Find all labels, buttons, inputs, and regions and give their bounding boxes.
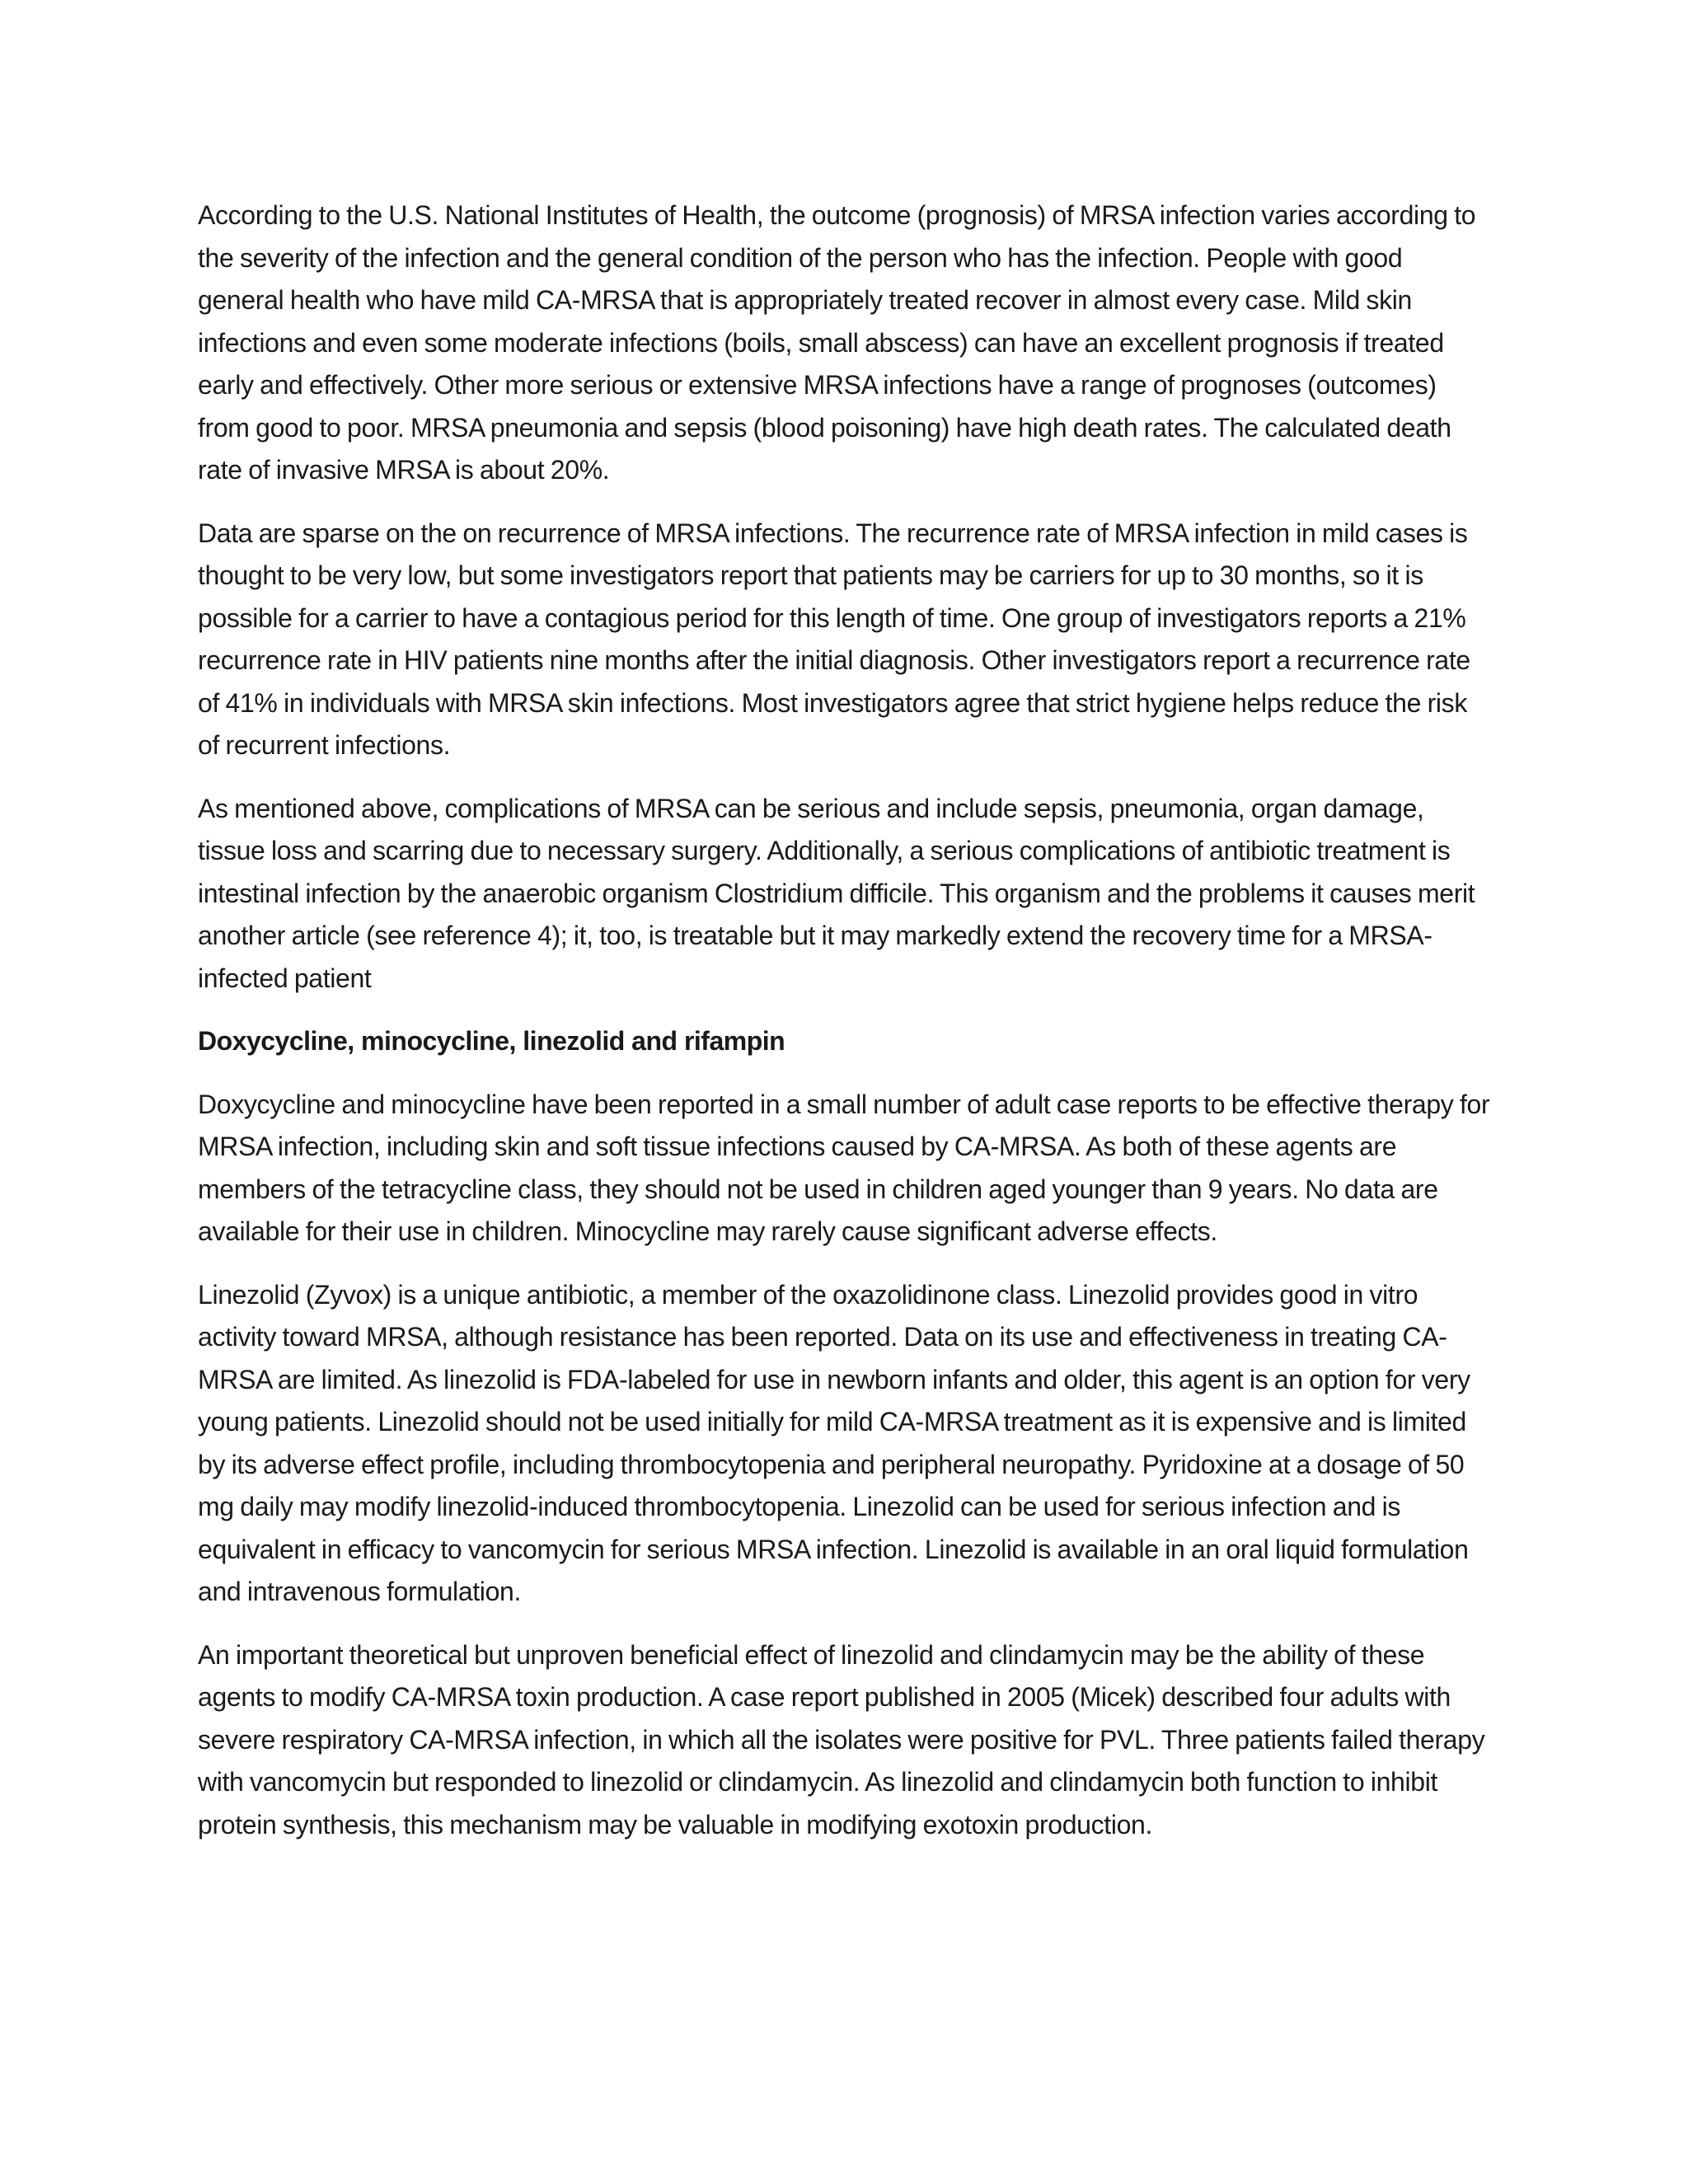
paragraph-complications: As mentioned above, complications of MRSA can be serious and include sepsis, pneumonia, organ damage, tissue loss and scarring due to necessary surgery. Additionally, a serious complications of antibiotic treatment is intestinal infection by the anaerobic organism Clostridium difficile. This organism and the problems it causes merit another article (see reference 4); it, too, is treatable but it may markedly extend the recovery time for a MRSA-infected patient — [198, 793, 1475, 993]
paragraph-recurrence: Data are sparse on the on recurrence of MRSA infections. The recurrence rate of MRSA infection in mild cases is thought to be very low, but some investigators report that patients may be carriers for up to 30 months, so it is possible for a carrier to have a contagious period for this length of time. One group of investigators reports a 21% recurrence rate in HIV patients nine months after the initial diagnosis. Other investigators report a recurrence rate of 41% in individuals with MRSA skin infections. Most investigators agree that strict hygiene helps reduce the risk of recurrent infections. — [198, 518, 1470, 760]
paragraph-linezolid: Linezolid (Zyvox) is a unique antibiotic, a member of the oxazolidinone class. Linezolid provides good in vitro activity toward MRSA, although resistance has been reported. Data on its use and effectiveness in treating CA-MRSA are limited. As linezolid is FDA-labeled for use in newborn infants and older, this agent is an option for very young patients. Linezolid should not be used initially for mild CA-MRSA treatment as it is expensive and is limited by its adverse effect profile, including thrombocytopenia and peripheral neuropathy. Pyridoxine at a dosage of 50 mg daily may modify linezolid-induced thrombocytopenia. Linezolid can be used for serious infection and is equivalent in efficacy to vancomycin for serious MRSA infection. Linezolid is available in an oral liquid formulation and intravenous formulation. — [198, 1279, 1470, 1606]
paragraph-toxin-production: An important theoretical but unproven beneficial effect of linezolid and clindamycin may be the ability of these agents to modify CA-MRSA toxin production. A case report published in 2005 (Micek) described four adults with severe respiratory CA-MRSA infection, in which all the isolates were positive for PVL. Three patients failed therapy with vancomycin but responded to linezolid or clindamycin. As linezolid and clindamycin both function to inhibit protein synthesis, this mechanism may be valuable in modifying exotoxin production. — [198, 1639, 1485, 1840]
section-heading: Doxycycline, minocycline, linezolid and rifampin — [198, 1026, 785, 1056]
document-body — [198, 194, 1490, 1867]
paragraph-doxycycline: Doxycycline and minocycline have been reported in a small number of adult case reports to be effective therapy for MRSA infection, including skin and soft tissue infections caused by CA-MRSA. As both of these agents are members of the tetracycline class, they should not be used in children aged younger than 9 years. No data are available for their use in children. Minocycline may rarely cause significant adverse effects. — [198, 1089, 1490, 1246]
paragraph-prognosis: According to the U.S. National Institutes of Health, the outcome (prognosis) of MRSA infection varies according to the severity of the infection and the general condition of the person who has the infection. People with good general health who have mild CA-MRSA that is appropriately treated recover in almost every case. Mild skin infections and even some moderate infections (boils, small abscess) can have an excellent prognosis if treated early and effectively. Other more serious or extensive MRSA infections have a range of prognoses (outcomes) from good to poor. MRSA pneumonia and sepsis (blood poisoning) have high death rates. The calculated death rate of invasive MRSA is about 20%. — [198, 200, 1476, 485]
